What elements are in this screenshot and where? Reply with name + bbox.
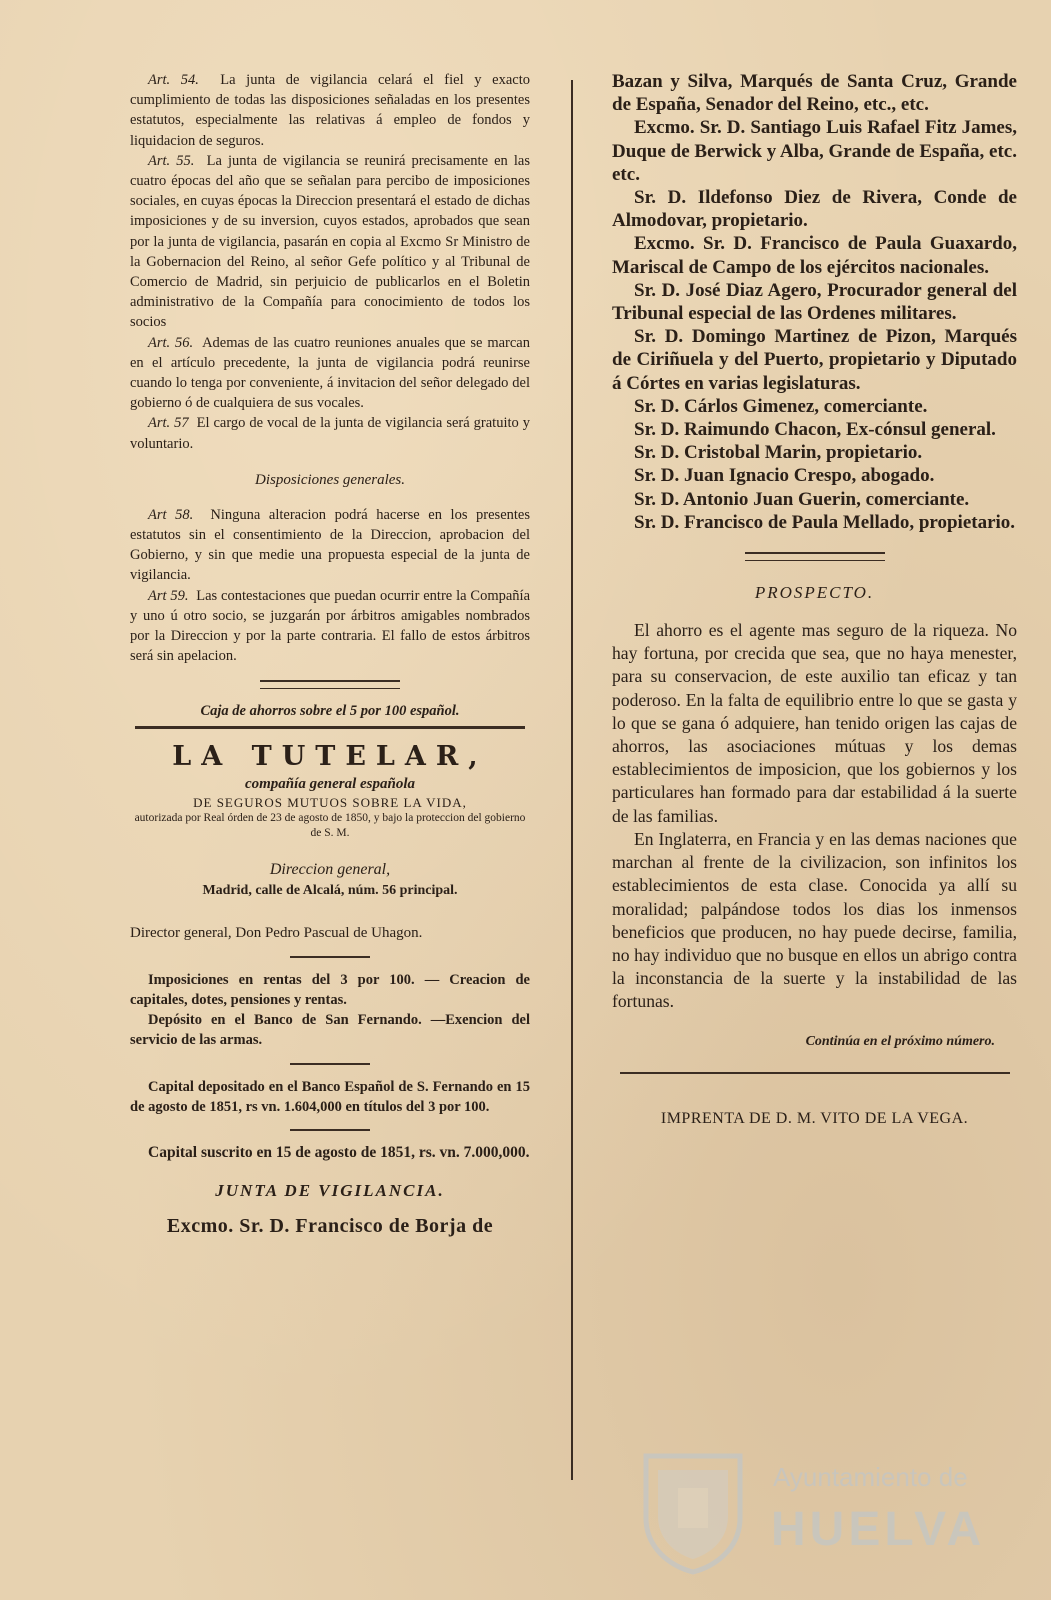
disposiciones-title: Disposiciones generales.	[255, 471, 405, 488]
article-57: Art. 57 El cargo de vocal de la junta de vigilancia será gratuito y voluntario.	[130, 415, 531, 452]
capital-depositado: Capital depositado en el Banco Español de S. Fernando en 15 de agosto de 1851, rs vn. 1.604,000 en títulos del 3 por 100.	[130, 1078, 530, 1115]
ornamental-rule	[745, 552, 885, 561]
short-rule	[290, 1129, 370, 1131]
member-item: Sr. D. Ildefonso Diez de Rivera, Conde de Almodovar, propietario.	[612, 187, 1017, 232]
article-55: Art. 55. La junta de vigilancia se reunirá precisamente en las cuatro épocas del año que se señalan para percibo de imposiciones sociales, en cuyas épocas la Direccion presentará el estado de dichas imposiciones y de su inversion, cuyos estados, aprobados que sean por la junta de vigilancia, pasarán en copia al Excmo Sr Ministro de la Gobernacion del Reino, al señor Gefe político y al Tribunal de Comercio de Madrid, sin perjuicio de publicarlos en el Boletin administrativo de la Compañía para conocimiento de todos los socios	[130, 152, 531, 331]
direccion-title: Direccion general,	[269, 861, 391, 879]
address: Madrid, calle de Alcalá, núm. 56 principal.	[202, 883, 458, 899]
member-item: Bazan y Silva, Marqués de Santa Cruz, Grande de España, Senador del Reino, etc., etc.	[612, 71, 1017, 116]
member-item: Sr. D. Antonio Juan Guerin, comerciante.	[634, 488, 970, 510]
article-59: Art 59. Las contestaciones que puedan ocurrir entre la Compañía y uno ú otro socio, se juzgarán por árbitros amigables nombrados por la Direccion y por la parte contraria. El fallo de estos árbitros será sin apelacion.	[130, 587, 531, 665]
member-item: Excmo. Sr. D. Santiago Luis Rafael Fitz James, Duque de Berwick y Alba, Grande de España, etc. etc.	[612, 117, 1017, 185]
member-item: Excmo. Sr. D. Francisco de Paula Guaxardo, Mariscal de Campo de los ejércitos nacionales.	[612, 233, 1017, 278]
disposiciones-block	[130, 505, 530, 667]
member-item: Sr. D. Cristobal Marin, propietario.	[634, 442, 923, 464]
member-item: Sr. D. José Diaz Agero, Procurador general del Tribunal especial de las Ordenes militares.	[612, 279, 1017, 325]
junta-first-member: Excmo. Sr. D. Francisco de Borja de	[166, 1215, 494, 1238]
royal-authorization: autorizada por Real órden de 23 de agosto de 1850, y bajo la proteccion del gobierno de S. M.	[134, 812, 526, 840]
watermark-line2: HUELVA	[771, 1503, 986, 1556]
end-rule	[620, 1072, 1010, 1074]
member-item: Sr. D. Juan Ignacio Crespo, abogado.	[634, 465, 935, 487]
company-subtitle: compañía general española	[244, 776, 415, 793]
column-divider	[571, 80, 573, 1480]
member-item: Sr. D. Raimundo Chacon, Ex-cónsul general.	[634, 419, 996, 441]
junta-title: JUNTA DE VIGILANCIA.	[215, 1181, 445, 1201]
member-item: Sr. D. Domingo Martinez de Pizon, Marqués de Ciriñuela y del Puerto, propietario y Diputado á Córtes en varias legislaturas.	[612, 326, 1017, 394]
archive-watermark	[638, 1448, 1018, 1578]
company-name: LA TUTELAR,	[172, 741, 488, 773]
left-column	[130, 70, 530, 1238]
heavy-rule	[135, 726, 525, 729]
prospecto-body	[612, 619, 1017, 1013]
printer-imprint: IMPRENTA DE D. M. VITO DE LA VEGA.	[660, 1109, 969, 1127]
right-column	[612, 70, 1017, 1128]
prospecto-paragraph: El ahorro es el agente mas seguro de la riqueza. No hay fortuna, por crecida que sea, que no haya menester, para su conservacion, de este auxilio tan eficaz y tan poderoso. En la falta de equilibrio entre lo que se gasta y lo que se gana ó adquiere, han tenido origen las cajas de ahorros, las asociaciones mútuas y los demas establecimientos de imposicion, que los gobiernos y los particulares han formado para dar estabilidad á la suerte de las familias.	[612, 620, 1017, 826]
company-type: DE SEGUROS MUTUOS SOBRE LA VIDA,	[193, 795, 467, 811]
watermark-line1: Ayuntamiento de	[773, 1462, 968, 1492]
member-item: Sr. D. Francisco de Paula Mellado, propietario.	[634, 511, 1016, 533]
ornamental-rule	[260, 680, 400, 689]
continua-note: Continúa en el próximo número.	[805, 1033, 995, 1049]
coat-of-arms-icon	[638, 1448, 748, 1576]
prospecto-paragraph: En Inglaterra, en Francia y en las demas naciones que marchan al frente de la civilizacion, son infinitos los establecimientos de esta clase. Conocida ya allí su moralidad; palpándose todos los dias los inmensos beneficios que producen, no hay puede decirse, familia, no hay individuo que no busque en ellos un abrigo contra la inconstancia de la suerte y la instabilidad de las fortunas.	[612, 828, 1017, 1012]
article-54: Art. 54. La junta de vigilancia celará el fiel y exacto cumplimiento de todas las disposiciones señaladas en los presentes estatutos, especialmente las relativas á empleo de fondos y liquidacion de seguros.	[130, 72, 531, 149]
short-rule	[290, 1063, 370, 1065]
article-58: Art 58. Ninguna alteracion podrá hacerse en los presentes estatutos sin el consentimiento de la Direccion, aprobacion del Gobierno, y sin que medie una propuesta especial de la junta de vigilancia.	[130, 506, 530, 584]
article-56: Art. 56. Ademas de las cuatro reuniones anuales que se marcan en el artículo precedente, la junta de vigilancia podrá reunirse cuando lo tenga por conveniente, á invitacion del señor delegado del gobierno ó de cualquiera de sus vocales.	[130, 334, 530, 412]
imposiciones-info: Imposiciones en rentas del 3 por 100. — Creacion de capitales, dotes, pensiones y rentas. Depósito en el Banco de San Fernando. —Exencion del servicio de las armas.	[130, 971, 530, 1049]
capital-suscrito: Capital suscrito en 15 de agosto de 1851, rs. vn. 7.000,000.	[148, 1143, 530, 1161]
director-line: Director general, Don Pedro Pascual de Uhagon.	[130, 925, 423, 942]
junta-members	[612, 70, 1017, 534]
caja-title: Caja de ahorros sobre el 5 por 100 español.	[200, 703, 460, 720]
member-item: Sr. D. Cárlos Gimenez, comerciante.	[634, 395, 928, 417]
short-rule	[290, 956, 370, 958]
prospecto-title: PROSPECTO.	[754, 583, 875, 603]
articles-block	[130, 70, 530, 454]
